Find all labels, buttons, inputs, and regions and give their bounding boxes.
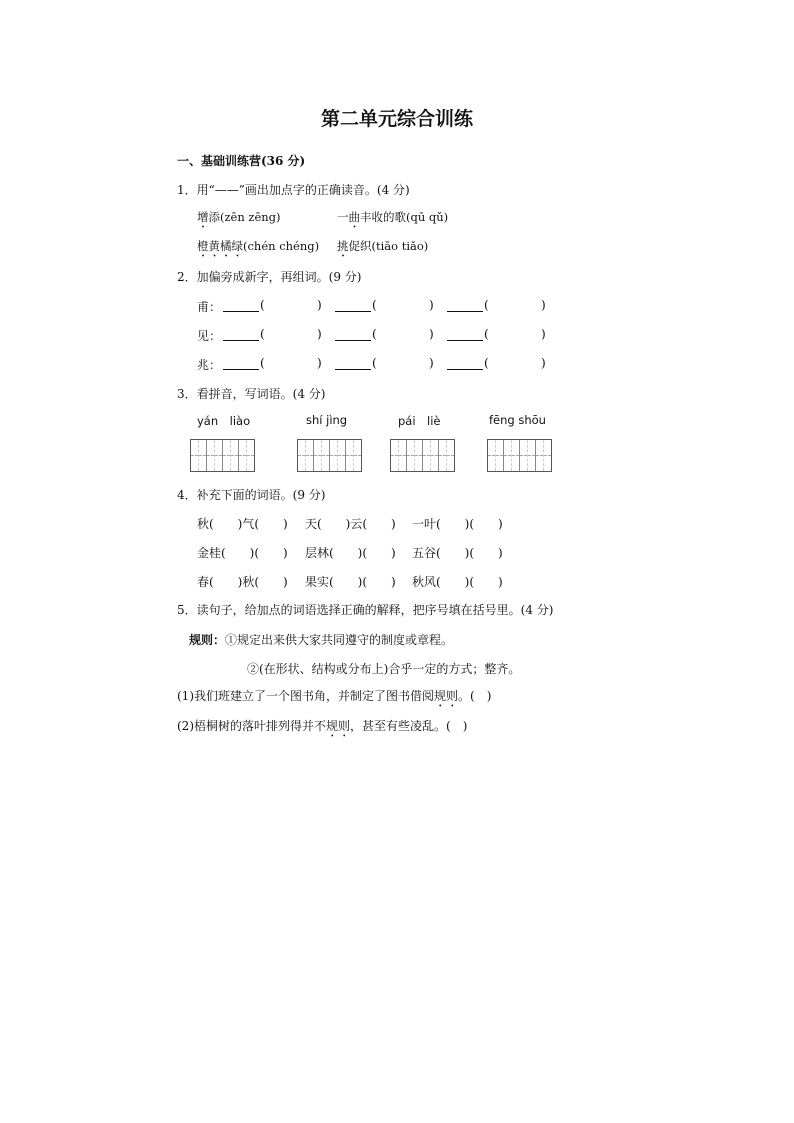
question-5-prompt: 5．读句子，给加点的词语选择正确的解释，把序号填在括号里。(4 分) (177, 603, 554, 617)
open-paren: ( (484, 356, 489, 370)
open-paren: ( (372, 327, 377, 341)
pinyin-4: fēng shōu (489, 413, 546, 427)
close-paren: ) (429, 298, 434, 312)
page-title: 第二单元综合训练 (320, 108, 473, 130)
open-paren: ( (484, 298, 489, 312)
sentence-1 (177, 687, 491, 710)
open-paren: ( (372, 356, 377, 370)
q4-cell: 金桂( )( ) (197, 546, 288, 560)
close-paren: ) (541, 327, 546, 341)
definition-2: ②(在形状、结构或分布上)合乎一定的方式；整齐。 (247, 662, 521, 676)
dotted-char: 曲 (348, 210, 360, 224)
sentence-2 (177, 717, 467, 740)
q1-item-text: 促织(tiāo tiǎo) (348, 239, 429, 253)
dotted-char: 橙黄橘绿 (197, 239, 243, 253)
q2-row-1 (197, 298, 221, 315)
blank-line[interactable] (223, 358, 259, 370)
q4-cell: 果实( )( ) (305, 575, 396, 589)
blank-line[interactable] (447, 300, 483, 312)
blank-line[interactable] (447, 358, 483, 370)
open-paren: ( (260, 356, 265, 370)
question-3-prompt: 3．看拼音，写词语。(4 分) (177, 387, 326, 401)
question-4-prompt: 4．补充下面的词语。(9 分) (177, 488, 326, 502)
answer-bracket[interactable]: ，甚至有些凌乱。( ) (350, 719, 468, 733)
blank-line[interactable] (335, 300, 371, 312)
pinyin-2: shí jìng (306, 413, 348, 427)
q1-item-text: 添(zēn zēng) (208, 210, 281, 224)
sentence-text: (1)我们班建立了一个图书角，并制定了图书借阅 (177, 689, 434, 703)
close-paren: ) (317, 356, 322, 370)
blank-line[interactable] (335, 358, 371, 370)
blank-line[interactable] (223, 329, 259, 341)
q4-cell: 层林( )( ) (305, 546, 396, 560)
blank-line[interactable] (335, 329, 371, 341)
dotted-char: 挑 (337, 239, 349, 253)
pinyin-1: yán liào (197, 414, 251, 428)
q4-cell: 天( )云( ) (305, 517, 396, 531)
blank-line[interactable] (447, 329, 483, 341)
writing-grid-4[interactable] (487, 439, 552, 472)
q2-char: 见： (197, 329, 222, 343)
q2-char: 兆： (197, 358, 222, 372)
blank-line[interactable] (223, 300, 259, 312)
q1-item-text: 丰收的歌(qū qǔ) (360, 210, 449, 224)
writing-grid-1[interactable] (190, 439, 255, 472)
close-paren: ) (317, 327, 322, 341)
q1-item-1 (197, 209, 281, 231)
q1-item-pre: 一 (337, 210, 349, 224)
q4-cell: 秋风( )( ) (412, 575, 503, 589)
close-paren: ) (429, 327, 434, 341)
close-paren: ) (429, 356, 434, 370)
open-paren: ( (260, 298, 265, 312)
writing-grid-2[interactable] (297, 439, 362, 472)
open-paren: ( (484, 327, 489, 341)
close-paren: ) (541, 298, 546, 312)
pinyin-3: pái liè (398, 414, 441, 428)
open-paren: ( (260, 327, 265, 341)
q1-item-text: (chén chéng) (243, 239, 320, 253)
q1-item-3 (197, 238, 319, 260)
q2-char: 甫： (197, 300, 222, 314)
q4-cell: 秋( )气( ) (197, 517, 288, 531)
answer-bracket[interactable]: 。( ) (458, 689, 492, 703)
question-2-prompt: 2．加偏旁成新字，再组词。(9 分) (177, 270, 362, 284)
q4-cell: 春( )秋( ) (197, 575, 288, 589)
close-paren: ) (541, 356, 546, 370)
rule-label: 规则： (189, 633, 226, 647)
q2-row-2 (197, 327, 221, 344)
dotted-word: 规则 (434, 689, 459, 703)
open-paren: ( (372, 298, 377, 312)
definition-1: ①规定出来供大家共同遵守的制度或章程。 (225, 633, 454, 647)
dotted-word: 规则 (326, 719, 351, 733)
sentence-text: (2)梧桐树的落叶排列得并不 (177, 719, 326, 733)
question-1-prompt: 1．用“——”画出加点字的正确读音。(4 分) (177, 183, 410, 197)
dotted-char: 增 (197, 210, 209, 224)
q1-item-2 (337, 209, 448, 231)
q4-cell: 一叶( )( ) (412, 517, 503, 531)
section-heading: 一、基础训练营(36 分) (177, 154, 306, 168)
q4-cell: 五谷( )( ) (412, 546, 503, 560)
rule-definitions-1 (189, 631, 453, 648)
q1-item-4 (337, 238, 428, 260)
q2-row-3 (197, 356, 221, 373)
close-paren: ) (317, 298, 322, 312)
writing-grid-3[interactable] (390, 439, 455, 472)
